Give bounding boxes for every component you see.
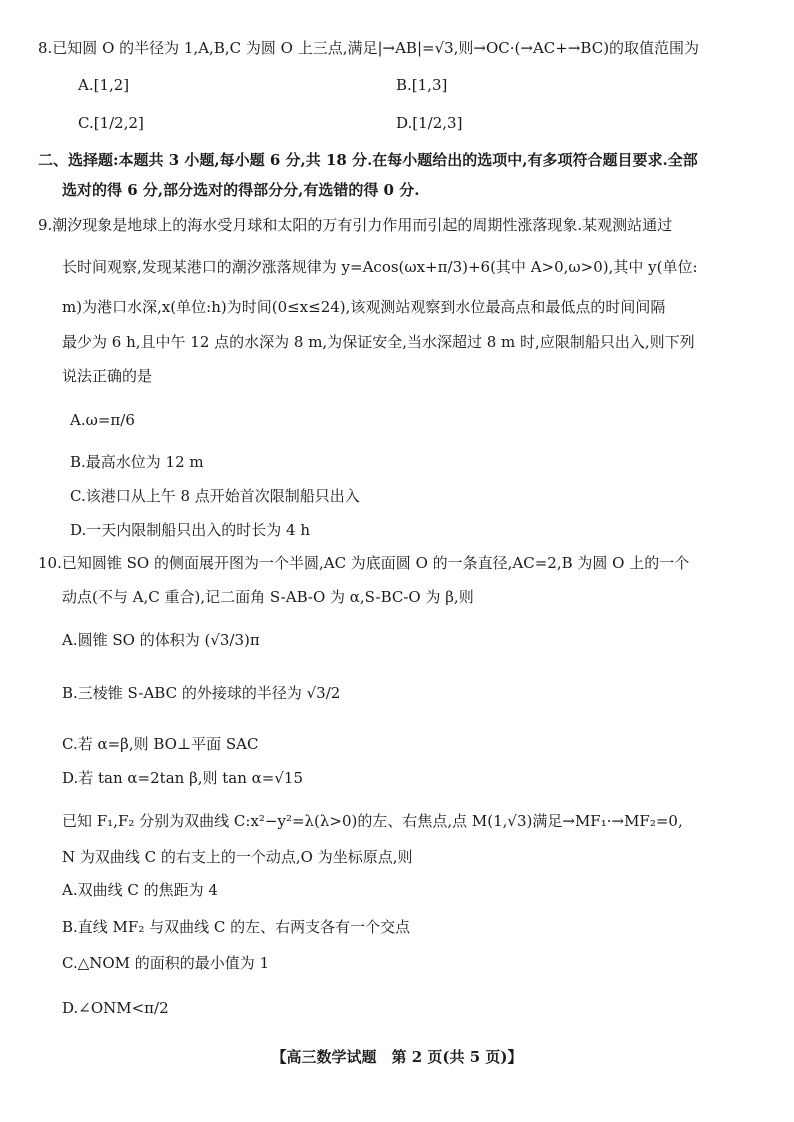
q10-option-b: B.三棱锥 S-ABC 的外接球的半径为 √3/2 — [62, 684, 341, 702]
q10-stem-line1: 10.已知圆锥 SO 的侧面展开图为一个半圆,AC 为底面圆 O 的一条直径,AC=2,B 为圆 O 上的一个 — [38, 554, 690, 572]
q11-option-b: B.直线 MF₂ 与双曲线 C 的左、右两支各有一个交点 — [62, 918, 411, 936]
q9-option-b: B.最高水位为 12 m — [70, 453, 204, 471]
q9-option-d: D.一天内限制船只出入的时长为 4 h — [70, 521, 311, 539]
q8-stem: 8.已知圆 O 的半径为 1,A,B,C 为圆 O 上三点,满足|→AB|=√3,则→OC·(→AC+→BC)的取值范围为 — [38, 39, 700, 57]
q11-stem-line1: 已知 F₁,F₂ 分别为双曲线 C:x²−y²=λ(λ>0)的左、右焦点,点 M(1,√3)满足→MF₁·→MF₂=0, — [62, 812, 683, 830]
q10-stem-line2: 动点(不与 A,C 重合),记二面角 S-AB-O 为 α,S-BC-O 为 β,则 — [62, 588, 474, 606]
q10-option-c: C.若 α=β,则 BO⊥平面 SAC — [62, 735, 259, 753]
q10-option-d: D.若 tan α=2tan β,则 tan α=√15 — [62, 769, 304, 787]
section2-heading-line2: 选对的得 6 分,部分选对的得部分分,有选错的得 0 分. — [62, 181, 420, 199]
q9-stem-line1: 9.潮汐现象是地球上的海水受月球和太阳的万有引力作用而引起的周期性涨落现象.某观测站通过 — [38, 216, 673, 234]
q11-option-d: D.∠ONM<π/2 — [62, 999, 169, 1017]
q8-option-b: B.[1,3] — [396, 76, 448, 94]
q9-option-c: C.该港口从上午 8 点开始首次限制船只出入 — [70, 487, 360, 505]
q9-stem-line5: 说法正确的是 — [62, 367, 153, 385]
q8-option-a: A.[1,2] — [78, 76, 130, 94]
q9-stem-line4: 最少为 6 h,且中午 12 点的水深为 8 m,为保证安全,当水深超过 8 m 时,应限制船只出入,则下列 — [62, 333, 695, 351]
q9-stem-line2: 长时间观察,发现某港口的潮汐涨落规律为 y=Acos(ωx+π/3)+6(其中 A>0,ω>0),其中 y(单位: — [62, 258, 698, 276]
q10-option-a: A.圆锥 SO 的体积为 (√3/3)π — [62, 631, 260, 649]
q8-option-c: C.[1/2,2] — [78, 114, 144, 132]
q11-option-c: C.△NOM 的面积的最小值为 1 — [62, 954, 270, 972]
q11-stem-line2: N 为双曲线 C 的右支上的一个动点,O 为坐标原点,则 — [62, 848, 413, 866]
page-footer: 【高三数学试题 第 2 页(共 5 页)】 — [271, 1048, 523, 1066]
section2-heading-line1: 二、选择题:本题共 3 小题,每小题 6 分,共 18 分.在每小题给出的选项中,有多项符合题目要求.全部 — [38, 151, 698, 169]
q8-option-d: D.[1/2,3] — [396, 114, 463, 132]
q11-option-a: A.双曲线 C 的焦距为 4 — [62, 881, 218, 899]
q9-option-a: A.ω=π/6 — [70, 411, 135, 429]
q9-stem-line3: m)为港口水深,x(单位:h)为时间(0≤x≤24),该观测站观察到水位最高点和最低点的时间间隔 — [62, 298, 666, 316]
